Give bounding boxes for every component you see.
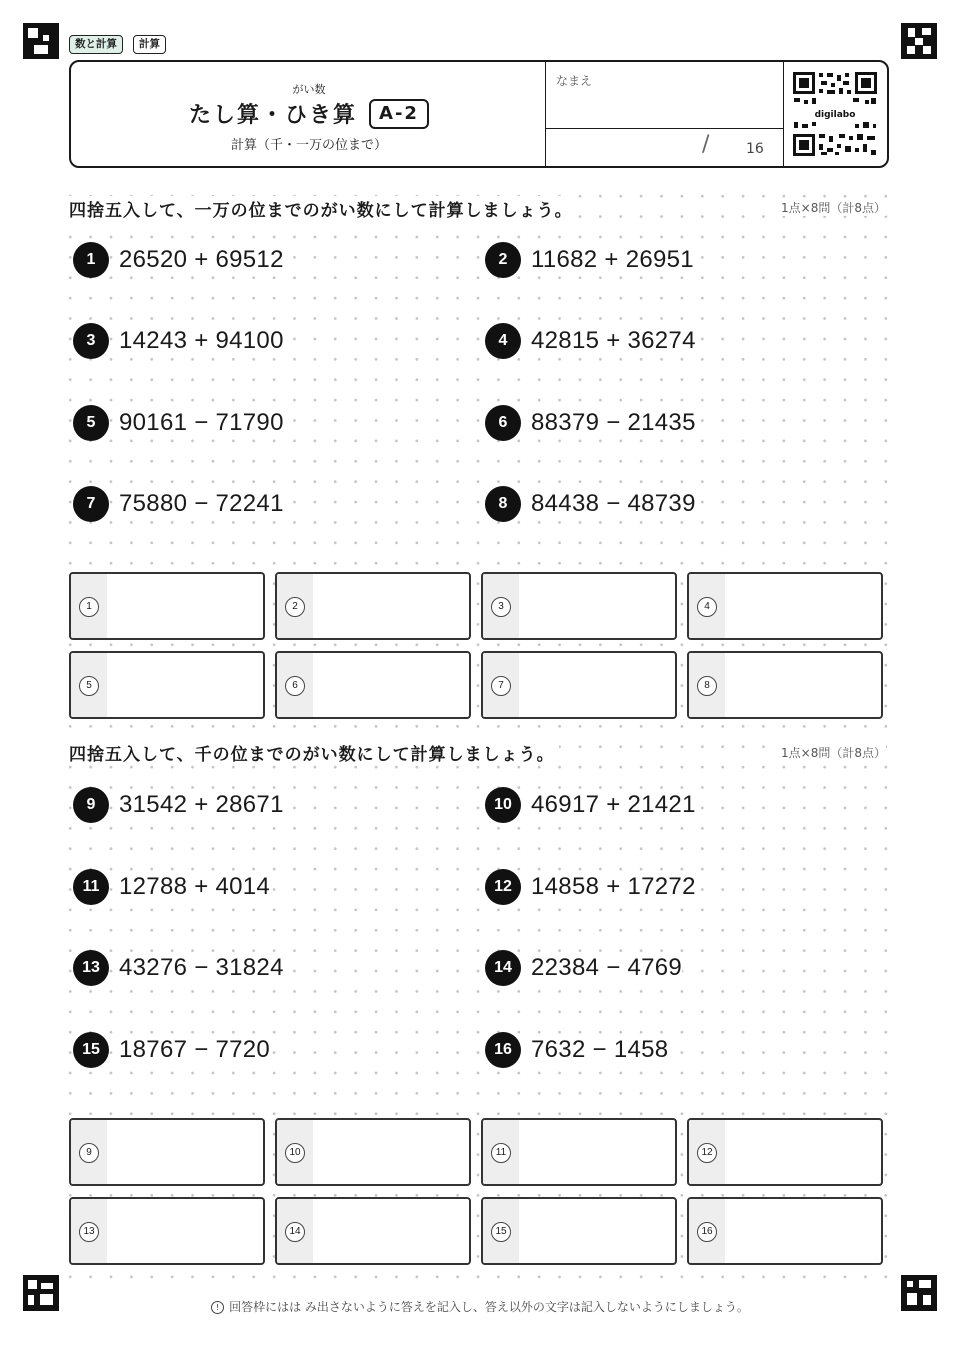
answer-number: 7 xyxy=(491,676,511,696)
answer-box-3[interactable] xyxy=(481,572,677,640)
category-tag: 数と計算 xyxy=(69,35,123,54)
problem-expression: 42815 + 36274 xyxy=(531,327,696,354)
problem-1 xyxy=(73,240,284,280)
problem-number: 3 xyxy=(73,323,109,359)
problem-number: 4 xyxy=(485,323,521,359)
title-subtitle: がい数 xyxy=(292,83,326,96)
answer-number: 3 xyxy=(491,597,511,617)
problem-number: 5 xyxy=(73,405,109,441)
bottom-margin xyxy=(0,1280,960,1358)
problem-4 xyxy=(485,321,696,361)
problem-10 xyxy=(485,785,696,825)
score-slash: / xyxy=(702,132,710,157)
problem-number: 10 xyxy=(485,787,521,823)
left-margin xyxy=(0,0,62,1358)
answer-number: 15 xyxy=(491,1222,511,1242)
problem-expression: 90161 − 71790 xyxy=(119,409,284,436)
problem-number: 15 xyxy=(73,1032,109,1068)
answer-number: 16 xyxy=(697,1222,717,1242)
problem-2 xyxy=(485,240,694,280)
corner-marker-top-left xyxy=(23,23,59,59)
problem-6 xyxy=(485,403,696,443)
subcategory-tag: 計算 xyxy=(133,35,166,54)
problem-expression: 75880 − 72241 xyxy=(119,490,284,517)
problem-number: 1 xyxy=(73,242,109,278)
answer-number: 5 xyxy=(79,676,99,696)
problem-expression: 31542 + 28671 xyxy=(119,791,284,818)
answer-number: 9 xyxy=(79,1143,99,1163)
right-margin xyxy=(898,0,960,1358)
problem-number: 2 xyxy=(485,242,521,278)
answer-number: 2 xyxy=(285,597,305,617)
problem-number: 16 xyxy=(485,1032,521,1068)
answer-box-10[interactable] xyxy=(275,1118,471,1186)
problem-expression: 18767 − 7720 xyxy=(119,1036,271,1063)
footer-note xyxy=(0,1298,960,1315)
answer-box-5[interactable] xyxy=(69,651,265,719)
footer-text: 回答枠にはは み出さないように答えを記入し、答え以外の文字は記入しないようにしましょう。 xyxy=(229,1300,749,1314)
level-badge: A-2 xyxy=(369,99,429,129)
problem-14 xyxy=(485,948,682,988)
answer-number: 10 xyxy=(285,1143,305,1163)
answer-box-14[interactable] xyxy=(275,1197,471,1265)
problem-8 xyxy=(485,484,696,524)
answer-box-15[interactable] xyxy=(481,1197,677,1265)
score-total: 16 xyxy=(746,141,764,157)
answer-box-16[interactable] xyxy=(687,1197,883,1265)
problem-5 xyxy=(73,403,284,443)
problem-expression: 43276 − 31824 xyxy=(119,954,284,981)
answer-number: 6 xyxy=(285,676,305,696)
answer-number: 13 xyxy=(79,1222,99,1242)
section1-instruction: 四捨五入して、一万の位までのがい数にして計算しましょう。 xyxy=(69,196,577,221)
problem-3 xyxy=(73,321,284,361)
answer-box-4[interactable] xyxy=(687,572,883,640)
corner-marker-top-right xyxy=(901,23,937,59)
name-label: なまえ xyxy=(556,74,593,88)
info-icon: ! xyxy=(211,1301,224,1314)
problem-number: 14 xyxy=(485,950,521,986)
answer-box-1[interactable] xyxy=(69,572,265,640)
problem-expression: 26520 + 69512 xyxy=(119,246,284,273)
answer-number: 11 xyxy=(491,1143,511,1163)
problem-expression: 14243 + 94100 xyxy=(119,327,284,354)
section1-points: 1点×8問（計8点） xyxy=(781,201,886,215)
problem-13 xyxy=(73,948,284,988)
problem-15 xyxy=(73,1030,270,1070)
problem-expression: 84438 − 48739 xyxy=(531,490,696,517)
answer-box-9[interactable] xyxy=(69,1118,265,1186)
answer-box-2[interactable] xyxy=(275,572,471,640)
problem-expression: 46917 + 21421 xyxy=(531,791,696,818)
answer-box-13[interactable] xyxy=(69,1197,265,1265)
problem-number: 6 xyxy=(485,405,521,441)
problem-number: 13 xyxy=(73,950,109,986)
answer-number: 12 xyxy=(697,1143,717,1163)
problem-number: 9 xyxy=(73,787,109,823)
problem-number: 7 xyxy=(73,486,109,522)
problem-number: 8 xyxy=(485,486,521,522)
answer-box-7[interactable] xyxy=(481,651,677,719)
answer-box-11[interactable] xyxy=(481,1118,677,1186)
problem-9 xyxy=(73,785,284,825)
problem-number: 11 xyxy=(73,869,109,905)
problem-16 xyxy=(485,1030,668,1070)
answer-box-6[interactable] xyxy=(275,651,471,719)
qr-code-icon xyxy=(791,70,879,158)
answer-box-8[interactable] xyxy=(687,651,883,719)
page-title: たし算・ひき算 xyxy=(189,103,358,128)
problem-number: 12 xyxy=(485,869,521,905)
section2-instruction: 四捨五入して、千の位までのがい数にして計算しましょう。 xyxy=(69,740,559,765)
answer-number: 1 xyxy=(79,597,99,617)
title-description: 計算（千・一万の位まで） xyxy=(230,138,387,153)
answer-number: 14 xyxy=(285,1222,305,1242)
problem-12 xyxy=(485,867,696,907)
problem-11 xyxy=(73,867,270,907)
problem-expression: 7632 − 1458 xyxy=(531,1036,669,1063)
problem-7 xyxy=(73,484,284,524)
answer-number: 4 xyxy=(697,597,717,617)
problem-expression: 22384 − 4769 xyxy=(531,954,683,981)
answer-box-12[interactable] xyxy=(687,1118,883,1186)
problem-expression: 11682 + 26951 xyxy=(531,246,694,273)
title-cell xyxy=(71,62,547,166)
qr-label: digilabo xyxy=(814,110,856,120)
score-field[interactable] xyxy=(546,128,783,169)
section2-points: 1点×8問（計8点） xyxy=(781,746,886,760)
worksheet-header xyxy=(69,60,889,168)
answer-number: 8 xyxy=(697,676,717,696)
problem-expression: 88379 − 21435 xyxy=(531,409,696,436)
problem-expression: 12788 + 4014 xyxy=(119,873,271,900)
name-cell xyxy=(545,62,784,166)
problem-expression: 14858 + 17272 xyxy=(531,873,696,900)
